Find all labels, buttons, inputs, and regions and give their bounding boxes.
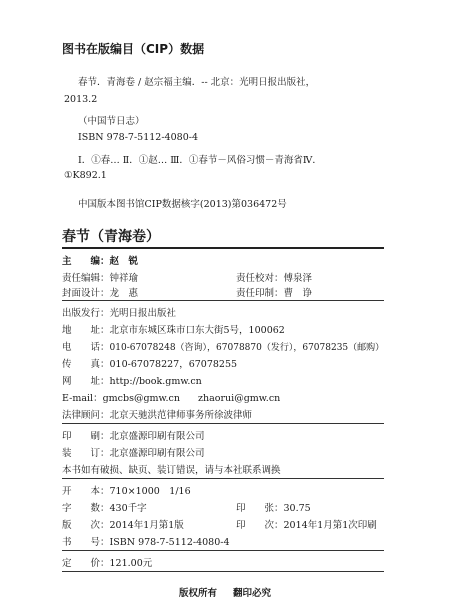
publisher-value: 光明日报出版社 xyxy=(109,308,177,319)
price-rule xyxy=(62,571,384,572)
email-value-1: gmcbs@gmw.cn xyxy=(102,393,180,404)
cip-line-isbn: ISBN 978-7-5112-4080-4 xyxy=(78,132,198,143)
chief-editor-value: 赵 锐 xyxy=(109,256,139,267)
cip-line-class-code: ①K892.1 xyxy=(64,170,107,181)
edition-value: 2014年1月第1版 xyxy=(109,520,184,531)
print-row xyxy=(62,428,205,442)
words-row xyxy=(62,500,147,514)
phone-label: 电 话： xyxy=(62,342,110,353)
phone-row xyxy=(62,339,384,353)
price-label: 定 价： xyxy=(62,558,110,569)
sheets-label: 印 张： xyxy=(236,503,284,514)
words-value: 430千字 xyxy=(109,503,147,514)
piracy-text: 翻印必究 xyxy=(233,588,272,599)
cover-label: 封面设计： xyxy=(62,288,110,299)
address-value: 北京市东城区珠市口东大街5号，100062 xyxy=(109,325,285,336)
words-label: 字 数： xyxy=(62,503,110,514)
email-label: E-mail： xyxy=(62,393,103,404)
impression-row xyxy=(236,517,377,531)
format-row xyxy=(62,483,191,497)
legal-value: 北京天驰洪范律师事务所徐波律师 xyxy=(109,410,253,421)
cover-row xyxy=(62,285,138,299)
price-row xyxy=(62,555,152,569)
format-label: 开 本： xyxy=(62,486,110,497)
format-value: 710×1000 1/16 xyxy=(109,486,191,497)
title-rule xyxy=(62,247,384,249)
isbn-row xyxy=(62,534,230,548)
legal-label: 法律顾问： xyxy=(62,410,110,421)
cip-line-classification: Ⅰ．①春… Ⅱ．①赵… Ⅲ．①春节－风俗习惯－青海省Ⅳ． xyxy=(78,155,322,166)
binding-value: 北京盛源印刷有限公司 xyxy=(109,448,205,459)
book-title: 春节（青海卷） xyxy=(62,229,160,245)
print-label: 印 刷： xyxy=(62,431,110,442)
email-row xyxy=(62,390,280,404)
web-row xyxy=(62,373,202,387)
proof-row xyxy=(236,270,312,284)
email-value-2: zhaorui@gmw.cn xyxy=(198,393,281,404)
cip-line-record: 中国版本图书馆CIP数据核字(2013)第036472号 xyxy=(78,199,287,210)
editor-row xyxy=(62,270,138,284)
sheets-row xyxy=(236,500,311,514)
isbn-label: 书 号： xyxy=(62,537,110,548)
binding-label: 装 订： xyxy=(62,448,110,459)
credits-rule xyxy=(62,300,384,301)
chief-editor-label: 主 编： xyxy=(62,256,110,267)
binding-row xyxy=(62,445,205,459)
proof-label: 责任校对： xyxy=(236,273,284,284)
sheets-value: 30.75 xyxy=(283,503,311,514)
impression-label: 印 次： xyxy=(236,520,284,531)
cover-value: 龙 惠 xyxy=(109,288,139,299)
publisher-row xyxy=(62,305,176,319)
rights-text: 版权所有 xyxy=(178,588,217,599)
chief-editor-row xyxy=(62,253,138,267)
legal-row xyxy=(62,407,252,421)
cip-line-series: （中国节日志） xyxy=(78,116,145,127)
web-value: http://book.gmw.cn xyxy=(109,376,202,387)
address-label: 地 址： xyxy=(62,325,110,336)
price-value: 121.00元 xyxy=(109,558,153,569)
cip-line-title: 春节．青海卷 / 赵宗福主编．-- 北京：光明日报出版社， xyxy=(78,77,316,88)
printing-rule xyxy=(62,478,384,479)
publisher-rule xyxy=(62,423,384,424)
editor-label: 责任编辑： xyxy=(62,273,110,284)
address-row xyxy=(62,322,285,336)
edition-row xyxy=(62,517,184,531)
fax-value: 010-67078227，67078255 xyxy=(109,359,238,370)
fax-label: 传 真： xyxy=(62,359,110,370)
phone-value: 010-67078248（咨询），67078870（发行），67078235（邮购） xyxy=(109,343,385,353)
cip-heading: 图书在版编目（CIP）数据 xyxy=(62,42,205,56)
edition-label: 版 次： xyxy=(62,520,110,531)
print-resp-value: 曹 诤 xyxy=(283,288,313,299)
specs-rule xyxy=(62,550,384,551)
isbn-value: ISBN 978-7-5112-4080-4 xyxy=(109,537,230,548)
notice: 本书如有破损、缺页、装订错误，请与本社联系调换 xyxy=(62,465,281,476)
copyright-footer xyxy=(0,585,450,599)
editor-value: 钟祥瑜 xyxy=(109,273,139,284)
fax-row xyxy=(62,356,237,370)
publisher-label: 出版发行： xyxy=(62,308,110,319)
impression-value: 2014年1月第1次印刷 xyxy=(283,520,377,531)
print-value: 北京盛源印刷有限公司 xyxy=(109,431,205,442)
cip-line-year: 2013.2 xyxy=(64,94,98,105)
print-resp-label: 责任印制： xyxy=(236,288,284,299)
proof-value: 傅泉泽 xyxy=(283,273,313,284)
print-resp-row xyxy=(236,285,312,299)
web-label: 网 址： xyxy=(62,376,110,387)
